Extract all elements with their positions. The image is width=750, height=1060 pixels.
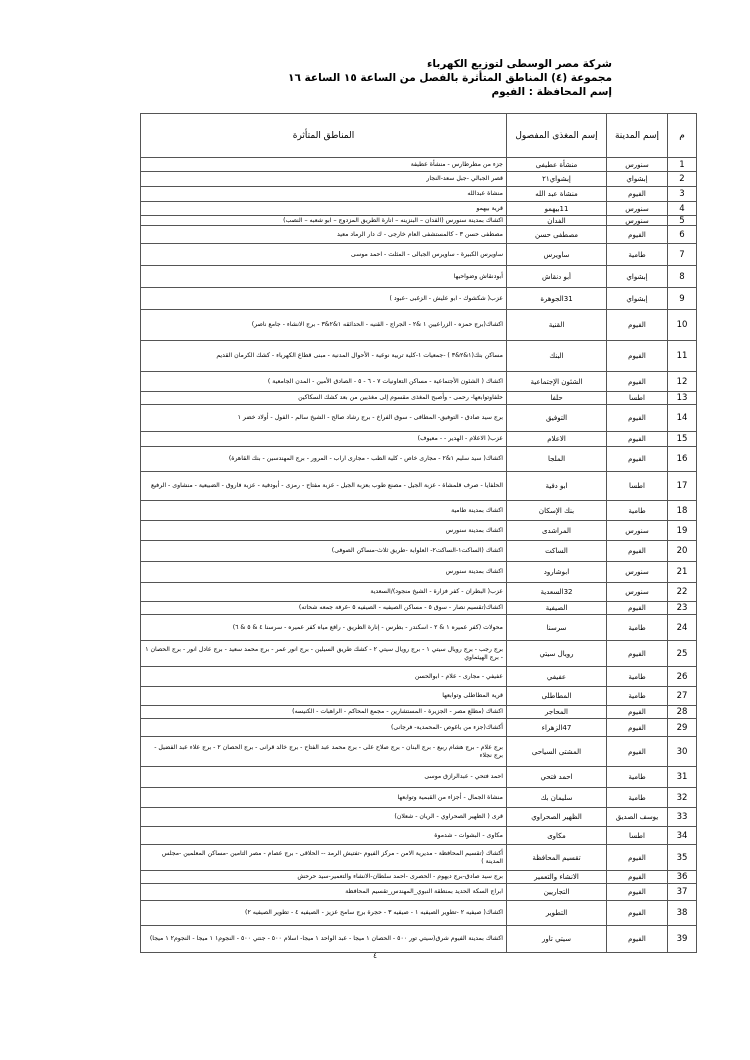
areas-cell: برج سيد صادق - التوفيق- المطافى - سوق الفراخ - برج رشاد صالح - الشيخ سالم - الفول - أولاد خضر ١ [141, 405, 507, 432]
feeder-cell: التوفيق [507, 405, 607, 432]
areas-cell: اكشاك بمدينة سنورس [141, 562, 507, 583]
table-row [141, 706, 697, 719]
feeder-cell: الصيفية [507, 602, 607, 615]
city-cell: الفيوم [607, 719, 668, 737]
areas-cell: أكشاك(جزء من باغوص -المحمدية- فرجانى) [141, 719, 507, 737]
table-row [141, 226, 697, 244]
feeder-cell: 47الزهراء [507, 719, 607, 737]
row-number: 19 [668, 521, 697, 541]
feeder-cell: مكاوى [507, 827, 607, 845]
table-row [141, 788, 697, 808]
table-header-row [141, 114, 697, 158]
feeder-cell: المراشدى [507, 521, 607, 541]
row-number: 22 [668, 583, 697, 602]
city-cell: الفيوم [607, 845, 668, 871]
table-row [141, 827, 697, 845]
feeder-cell: سيتي تاور [507, 926, 607, 953]
row-number: 33 [668, 808, 697, 827]
table-row [141, 926, 697, 953]
row-number: 34 [668, 827, 697, 845]
areas-cell: اكشاك ( الشئون الأجتماعية - مساكن التعاونيات ٧ - ٦ - ٥ - الصادق الأمين - المدن الجامعية ) [141, 372, 507, 392]
table-row [141, 372, 697, 392]
row-number: 3 [668, 187, 697, 202]
table-row [141, 202, 697, 216]
table-row [141, 447, 697, 472]
city-cell: سنورس [607, 521, 668, 541]
group-title: مجموعة (٤) المناطق المتأثرة بالفصل من الساعة ١٥ الساعة ١٦ [288, 72, 612, 84]
areas-cell: منشاة عبدالله [141, 187, 507, 202]
row-number: 2 [668, 172, 697, 187]
table-row [141, 432, 697, 447]
areas-cell: عفيفي - مجارى - علام - ابوالحسن [141, 667, 507, 687]
city-cell: اطسا [607, 827, 668, 845]
table-row [141, 615, 697, 641]
row-number: 7 [668, 244, 697, 266]
affected-areas-table [140, 113, 697, 953]
row-number: 21 [668, 562, 697, 583]
table-row [141, 266, 697, 288]
areas-cell: مكاوى - البشوات - شدموة [141, 827, 507, 845]
city-cell: يوسف الصديق [607, 808, 668, 827]
areas-cell: اكشاك بمدينة طامية [141, 501, 507, 521]
table-row [141, 405, 697, 432]
table-row [141, 521, 697, 541]
feeder-cell: أبو دنقاش [507, 266, 607, 288]
areas-cell: جزء من مطرطارس - منشأة عطيفة [141, 158, 507, 172]
row-number: 32 [668, 788, 697, 808]
feeder-cell: 11بيهمو [507, 202, 607, 216]
table-row [141, 472, 697, 501]
city-cell: الفيوم [607, 602, 668, 615]
table-row [141, 871, 697, 884]
feeder-cell: الفدان [507, 216, 607, 226]
row-number: 18 [668, 501, 697, 521]
city-cell: سنورس [607, 583, 668, 602]
feeder-cell: الظهير الصحراوي [507, 808, 607, 827]
column-header-areas: المناطق المتأثرة [141, 114, 507, 158]
city-cell: اطسا [607, 392, 668, 405]
row-number: 8 [668, 266, 697, 288]
areas-cell: اكشاك( صيفيه ٢ -تطوير الصيفيه ١ - صيفيه ٣ - حجرة برج سامح عزيز - الصيفيه ٤ - تطوير الصيفيه ٢) [141, 901, 507, 926]
areas-cell: مصطفى حسن ٣ - كالمستشفى العام خارجى - ك دار الرماد معيد [141, 226, 507, 244]
areas-cell: برج سيد صادق-برج ديهوم - الحصرى -احمد سلطان-الانشاء والتعمير-سيد حرحش [141, 871, 507, 884]
areas-cell: احمد فتحي - عبدالرازق موسى [141, 767, 507, 788]
city-cell: الفيوم [607, 432, 668, 447]
table-row [141, 767, 697, 788]
areas-cell: حلفاوتوابعها- رحمى - وأصبح المغذى مقسوم إلى مغذيين من بعد كشك السكاكين [141, 392, 507, 405]
areas-cell: عزب( الاعلام - الهدير - - معيوف) [141, 432, 507, 447]
areas-cell: قرية بيهمو [141, 202, 507, 216]
row-number: 30 [668, 737, 697, 767]
row-number: 14 [668, 405, 697, 432]
row-number: 4 [668, 202, 697, 216]
company-name: شركة مصر الوسطى لتوزيع الكهرباء [427, 58, 612, 70]
row-number: 9 [668, 288, 697, 310]
feeder-cell: المشتى السياحى [507, 737, 607, 767]
city-cell: الفيوم [607, 310, 668, 341]
areas-cell: قرى ( الظهير الصحراوي - الريان - شعلان) [141, 808, 507, 827]
feeder-cell: سليمان بك [507, 788, 607, 808]
row-number: 1 [668, 158, 697, 172]
areas-cell: برج علام - برج هشام ربيع - برج البنان - برج صلاح على - برج محمد عبد الفتاح - برج خالد قرانى - برج الحصان ٢ - برج علاء عبد الفضيل - برج نجلاء [141, 737, 507, 767]
areas-cell: عزب( شكشوك - ابو عليش - الزغبى -عبود ) [141, 288, 507, 310]
feeder-cell: 32السعدية [507, 583, 607, 602]
row-number: 17 [668, 472, 697, 501]
feeder-cell: مصطفى حسن [507, 226, 607, 244]
areas-cell: برج رجب - برج رويال سيتي ١ - برج رويال سيتي ٢ - كشك طريق السيلين - برج انور عمر - برج محمد سعيد - برج عادل انور - برج الحصان ١ - برج الهيثماوي [141, 641, 507, 667]
table-row [141, 884, 697, 901]
row-number: 28 [668, 706, 697, 719]
city-cell: طامية [607, 767, 668, 788]
areas-cell: ابراج السكة الحديد بمنطقة النبوي_المهندس_تقسيم المحافظة [141, 884, 507, 901]
table-row [141, 501, 697, 521]
areas-cell: اكشاك بمدينة سنورس [141, 521, 507, 541]
table-body [141, 158, 697, 953]
feeder-cell: إبشواي٢١ [507, 172, 607, 187]
city-cell: الفيوم [607, 706, 668, 719]
city-cell: اطسا [607, 472, 668, 501]
feeder-cell: المطاطلى [507, 687, 607, 706]
feeder-cell: الملجا [507, 447, 607, 472]
table-row [141, 583, 697, 602]
feeder-cell: التطوير [507, 901, 607, 926]
areas-cell: اكشاك(برج حمزه - الزراعيين ١ &٢ - الجراج - القنيه - الحدائقه ١&٢&٣ - برج الانشاء - جامع ناصر) [141, 310, 507, 341]
feeder-cell: الانشاء والتعمير [507, 871, 607, 884]
city-cell: طامية [607, 501, 668, 521]
city-cell: الفيوم [607, 737, 668, 767]
document-header [142, 57, 612, 99]
row-number: 10 [668, 310, 697, 341]
row-number: 13 [668, 392, 697, 405]
table-row [141, 541, 697, 562]
areas-cell: الحلفايا - صرف قلمشاة - عزبة الجيل - مصنع طوب بعزبة الجيل - عزبة مفتاح - رمزى - أبودفية - عزبة فاروق - الضبيعية - منشاوى - الرفيع [141, 472, 507, 501]
column-header-number: م [668, 114, 697, 158]
table-row [141, 562, 697, 583]
feeder-cell: الشئون الإجتماعية [507, 372, 607, 392]
row-number: 29 [668, 719, 697, 737]
city-cell: سنورس [607, 202, 668, 216]
areas-cell: قصر الجبالي -جبل سعد-النجار [141, 172, 507, 187]
feeder-cell: الاعلام [507, 432, 607, 447]
row-number: 6 [668, 226, 697, 244]
row-number: 15 [668, 432, 697, 447]
feeder-cell: احمد فتحي [507, 767, 607, 788]
feeder-cell: تقسيم المحافظة [507, 845, 607, 871]
table-row [141, 737, 697, 767]
city-cell: إبشواي [607, 288, 668, 310]
city-cell: الفيوم [607, 372, 668, 392]
row-number: 27 [668, 687, 697, 706]
areas-cell: أبودنقاش وضواحيها [141, 266, 507, 288]
table-row [141, 667, 697, 687]
table-row [141, 392, 697, 405]
governorate-label: إسم المحافظة : الفيوم [491, 86, 612, 98]
row-number: 31 [668, 767, 697, 788]
areas-cell: اكشاك بمدينة الفيوم شرق(سيتي تور ٥٠٠ - الحصان ١ ميجا - عبد الواحد ١ ميجا- اسلام ٥٠٠ - جنتي ٥٠٠ - النجوم١ ١ ميجا - النجوم٢ ١ ميجا) [141, 926, 507, 953]
city-cell: إبشواي [607, 172, 668, 187]
areas-cell: اكشاك (مطلع مصر - الجزيرة - المستشارين - مجمع المحاكم - الراهبات - الكنيسه) [141, 706, 507, 719]
areas-cell: قرية المطاطلى وتوابعها [141, 687, 507, 706]
table-row [141, 172, 697, 187]
feeder-cell: التجاريين [507, 884, 607, 901]
feeder-cell: سرسنا [507, 615, 607, 641]
table-row [141, 244, 697, 266]
city-cell: طامية [607, 244, 668, 266]
feeder-cell: الساكت [507, 541, 607, 562]
table-row [141, 641, 697, 667]
city-cell: طامية [607, 615, 668, 641]
city-cell: الفيوم [607, 341, 668, 372]
city-cell: الفيوم [607, 541, 668, 562]
feeder-cell: القنية [507, 310, 607, 341]
areas-cell: ساويرس الكبيرة - ساويرس الجبالى - المثلث - احمد موسى [141, 244, 507, 266]
row-number: 37 [668, 884, 697, 901]
row-number: 39 [668, 926, 697, 953]
column-header-feeder: إسم المغذى المفصول [507, 114, 607, 158]
feeder-cell: ساويرس [507, 244, 607, 266]
feeder-cell: رويال سيتي [507, 641, 607, 667]
areas-cell: أكشاك (تقسيم المحافظة - مديرية الامن - مركز الفيوم -تفتيش الرمد -- الحلاقى - برج عصام - مصر التامين -مساكن المعلمين -مجلس المدينة ) [141, 845, 507, 871]
row-number: 11 [668, 341, 697, 372]
table-row [141, 216, 697, 226]
feeder-cell: عفيفي [507, 667, 607, 687]
row-number: 12 [668, 372, 697, 392]
city-cell: الفيوم [607, 641, 668, 667]
city-cell: طامية [607, 687, 668, 706]
page-number: ٤ [373, 952, 377, 960]
areas-cell: محولات (كفر عميره ١ & ٢ - اسكندر - بطرس - إنارة الطريق - رافع مياه كفر عميره - سرسنا ٤ & ٥ & ٦) [141, 615, 507, 641]
areas-cell: منشاة الجمال - أجزاء من القبمية وتوابعها [141, 788, 507, 808]
table-row [141, 901, 697, 926]
row-number: 25 [668, 641, 697, 667]
row-number: 26 [668, 667, 697, 687]
city-cell: الفيوم [607, 926, 668, 953]
table-row [141, 808, 697, 827]
table-row [141, 687, 697, 706]
row-number: 5 [668, 216, 697, 226]
table-row [141, 719, 697, 737]
city-cell: طامية [607, 667, 668, 687]
feeder-cell: المحاجر [507, 706, 607, 719]
feeder-cell: بنك الإسكان [507, 501, 607, 521]
city-cell: سنورس [607, 158, 668, 172]
city-cell: الفيوم [607, 871, 668, 884]
row-number: 20 [668, 541, 697, 562]
areas-cell: اكشاك بمدينة سنورس (الفدان – البنزينه – انارة الطريق المزدوج – ابو شعبه – النصب) [141, 216, 507, 226]
city-cell: الفيوم [607, 884, 668, 901]
city-cell: الفيوم [607, 226, 668, 244]
table-row [141, 310, 697, 341]
areas-cell: عزب( البطران - كفر فزارة - الشيخ منجود)/السعدية [141, 583, 507, 602]
table-row [141, 602, 697, 615]
feeder-cell: ابوشارود [507, 562, 607, 583]
city-cell: طامية [607, 788, 668, 808]
feeder-cell: حلفا [507, 392, 607, 405]
city-cell: الفيوم [607, 187, 668, 202]
row-number: 35 [668, 845, 697, 871]
row-number: 16 [668, 447, 697, 472]
areas-cell: اكشاك (الساكت١-الساكت٢- العلوابة -طريق ثلاث-مساكن الصوفى) [141, 541, 507, 562]
city-cell: إبشواي [607, 266, 668, 288]
row-number: 38 [668, 901, 697, 926]
feeder-cell: 31الجوهرة [507, 288, 607, 310]
row-number: 24 [668, 615, 697, 641]
table-row [141, 288, 697, 310]
column-header-city: إسم المدينة [607, 114, 668, 158]
areas-cell: اكشاك(تقسيم نصار - سوق ٥ - مساكن الصيفيه - الصيفيه ٥ -غرفة جمعه شحاته) [141, 602, 507, 615]
table-row [141, 158, 697, 172]
table-row [141, 341, 697, 372]
city-cell: الفيوم [607, 447, 668, 472]
city-cell: الفيوم [607, 405, 668, 432]
feeder-cell: البنك [507, 341, 607, 372]
feeder-cell: منشأة عطيفى [507, 158, 607, 172]
row-number: 36 [668, 871, 697, 884]
areas-cell: مساكن بنك(١&٢&٣ ) -جمعيات ١-كلية تربية نوعية - الأحوال المدنية - مبنى قطاع الكهرباء - كشك الكرمان القديم [141, 341, 507, 372]
city-cell: سنورس [607, 562, 668, 583]
city-cell: سنورس [607, 216, 668, 226]
row-number: 23 [668, 602, 697, 615]
table-row [141, 845, 697, 871]
table-row [141, 187, 697, 202]
feeder-cell: منشاة عبد الله [507, 187, 607, 202]
areas-cell: اكشاك( سيد سليم ١&٢ - مجارى خاص - كلية الطب - مجارى اراب - المرور - برج المهندسين - بنك القاهرة) [141, 447, 507, 472]
city-cell: الفيوم [607, 901, 668, 926]
feeder-cell: ابو دفية [507, 472, 607, 501]
